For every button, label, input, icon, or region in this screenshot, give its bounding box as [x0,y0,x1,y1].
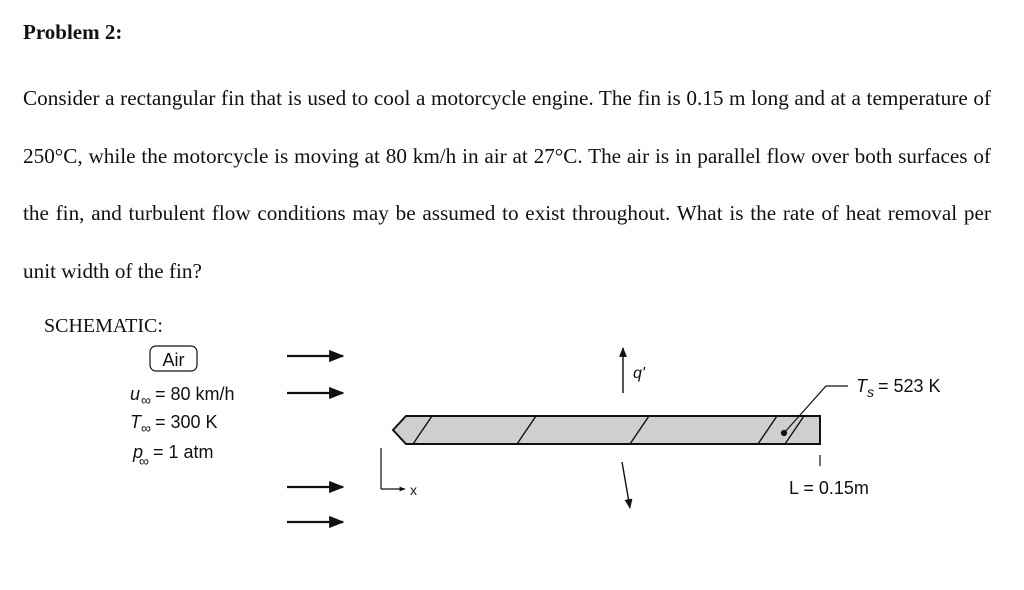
fin [393,416,820,444]
svg-text:= 1 atm: = 1 atm [153,442,214,462]
heat-rate-label: q' [633,365,645,382]
svg-text:T: T [130,412,141,432]
air-label-box [150,346,197,371]
svg-text:u: u [130,384,141,404]
svg-text:∞: ∞ [141,420,151,436]
problem-title: Problem 2: [23,20,123,44]
air-label: Air [162,350,185,370]
svg-text:= 80 km/h: = 80 km/h [155,384,235,404]
svg-text:= 523 K: = 523 K [878,376,941,396]
svg-text:∞: ∞ [141,392,151,408]
freestream-temperature [130,412,218,436]
x-axis-label: x [410,482,417,498]
svg-text:= 300 K: = 300 K [155,412,218,432]
flow-arrows [287,356,343,522]
freestream-velocity [130,384,235,408]
svg-text:s: s [867,384,874,400]
schematic-label: SCHEMATIC: [44,315,163,337]
svg-text:p: p [133,442,144,462]
surface-temperature [856,376,941,400]
svg-text:∞: ∞ [139,453,149,469]
x-axis [381,448,405,489]
svg-text:T: T [856,376,867,396]
length-label: L = 0.15m [789,478,869,498]
problem-statement: Consider a rectangular fin that is used to cool a motorcycle engine. The fin is 0.15 m long and at a temperature of 250°C, while the motorcycle is moving at 80 km/h in air at 27°C. The air is in parallel flow over both surfaces of the fin, and turbulent flow conditions may be assumed to exist throughout. What is the rate of heat removal per unit width of the fin? [23,86,991,283]
heat-arrow-down [622,462,630,508]
freestream-pressure [132,442,214,469]
